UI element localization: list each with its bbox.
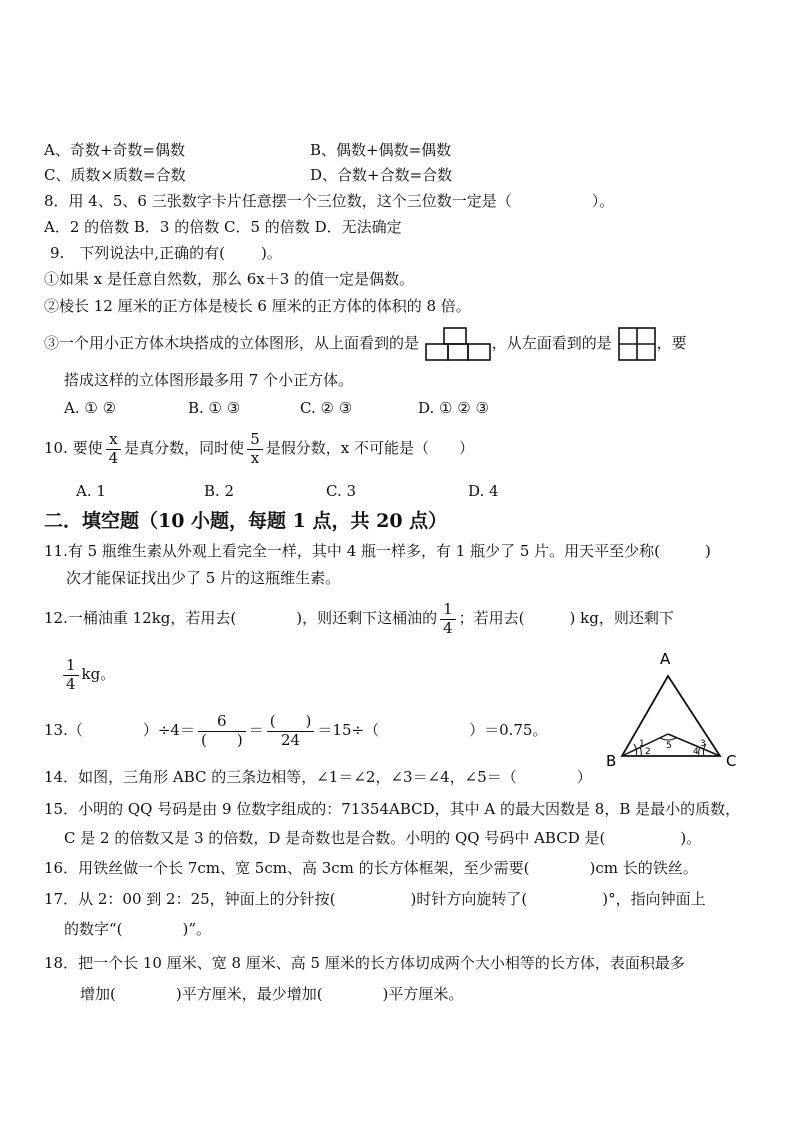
frac-denominator: 4 [108,448,119,467]
angle-label-4: 4 [693,747,699,757]
q10-option-b: B. 2 [204,482,235,500]
q13-prefix: 13.（ ）÷4＝ [44,721,195,739]
q16-line: 16．用铁丝做一个长 7cm、宽 5cm、高 3cm 的长方体框架，至少需要( )cm 长的铁丝。 [44,859,698,877]
q9-s3-text-c: ，要 [656,334,687,352]
q9-statement-3-cont: 搭成这样的立体图形最多用 7 个小正方体。 [64,371,354,389]
frac-numerator: 1 [63,658,79,676]
frac-denominator: 24 [281,730,301,749]
q8-stem-text: 8．用 4、5、6 三张数字卡片任意摆一个三位数，这个三位数一定是（ [44,192,512,210]
q10-suffix: 是假分数，x 不可能是（ ） [265,439,474,457]
fraction-one-quarter [63,655,79,693]
q9-option-d: D. ① ② ③ [418,399,489,417]
q9-statement-3 [44,326,687,362]
q15-line-2: C 是 2 的倍数又是 3 的倍数，D 是奇数也是合数。小明的 QQ 号码中 ABCD 是( )。 [64,829,702,847]
q15-line-1: 15．小明的 QQ 号码是由 9 位数字组成的：71354ABCD，其中 A 的最大因数是 8，B 是最小的质数， [44,800,741,818]
fraction-6-over-blank [198,711,246,749]
fraction-x-over-4 [106,429,122,467]
top-view-figure [424,326,492,362]
angle-label-1: 1 [639,739,645,749]
q9-statement-2: ②棱长 12 厘米的正方体是棱长 6 厘米的正方体的体积的 8 倍。 [44,297,471,315]
q9-option-c: C. ② ③ [300,399,353,417]
triangle-abc-figure [600,650,750,775]
q9-option-b: B. ① ③ [188,399,241,417]
fraction-blank-over-24 [267,711,315,749]
q9-stem [50,243,282,263]
vertex-label-b: B [606,752,617,770]
q7-option-d: D、合数+合数=合数 [310,166,453,184]
q10-stem [44,424,474,472]
frac-denominator: 4 [66,674,76,693]
q12-line-1 [44,594,674,642]
q18-line-2: 增加( )平方厘米，最少增加( )平方厘米。 [80,985,464,1003]
q10-option-c: C. 3 [326,482,357,500]
q8-stem-close: ）。 [591,192,615,210]
q10-mid: 是真分数，同时使 [124,439,245,457]
q12-part-1: 12.一桶油重 12kg，若用去( )，则还剩下这桶油的 [44,609,438,627]
frac-denominator: ( ) [200,730,243,749]
angle-label-2: 2 [645,747,651,757]
frac-numerator: x [106,432,122,450]
left-view-figure [617,326,657,362]
frac-numerator: ( ) [267,714,315,732]
fraction-one-quarter [440,599,456,637]
q9-stem-close: )。 [260,244,282,262]
fraction-5-over-x [247,429,263,467]
q18-line-1: 18．把一个长 10 厘米、宽 8 厘米、高 5 厘米的长方体切成两个大小相等的长方体，表面积最多 [44,954,685,972]
q12-part-2: ；若用去( ) kg，则还剩下 [458,609,674,627]
q13-line [44,706,547,754]
vertex-label-a: A [660,650,671,668]
frac-numerator: 1 [440,602,456,620]
q7-option-c: C、质数×质数=合数 [44,166,186,184]
frac-denominator: 4 [443,618,453,637]
angle-label-3: 3 [700,739,706,749]
q9-stem-text: 9. 下列说法中,正确的有( [50,244,225,262]
q17-line-1: 17．从 2：00 到 2：25，钟面上的分针按( )时针方向旋转了( )°，指向钟面上 [44,890,706,908]
q10-prefix: 10. 要使 [44,439,103,457]
q8-options: A．2 的倍数 B．3 的倍数 C．5 的倍数 D．无法确定 [44,218,402,236]
q7-option-b: B、偶数+偶数=偶数 [310,141,452,159]
q12-line-2 [60,650,115,698]
q9-statement-1: ①如果 x 是任意自然数，那么 6x＋3 的值一定是偶数。 [44,270,415,288]
q12-line-2-suffix: kg。 [81,665,116,683]
q13-suffix: ＝15÷（ ）＝0.75。 [317,721,548,739]
q9-s3-text-a: ③一个用小正方体木块搭成的立体图形，从上面看到的是 [44,334,420,352]
q13-equals: ＝ [248,721,264,739]
q11-line-2: 次才能保证找出少了 5 片的这瓶维生素。 [66,569,341,587]
q17-line-2: 的数字“( )”。 [64,920,212,938]
q9-s3-text-b: ，从左面看到的是 [491,334,612,352]
q11-line-1: 11.有 5 瓶维生素从外观上看完全一样，其中 4 瓶一样多，有 1 瓶少了 5 片。用天平至少称( ) [44,542,711,560]
frac-denominator: x [250,448,260,467]
frac-numerator: 5 [247,432,263,450]
q8-stem [44,191,614,211]
section-2-heading: 二．填空题（10 小题，每题 1 点，共 20 点） [44,510,448,532]
q9-option-a: A. ① ② [64,399,117,417]
frac-numerator: 6 [198,714,246,732]
angle-label-5: 5 [666,741,672,751]
q10-option-d: D. 4 [468,482,499,500]
vertex-label-c: C [726,752,737,770]
q14-line: 14．如图，三角形 ABC 的三条边相等，∠1＝∠2，∠3＝∠4，∠5＝（ ） [44,768,592,786]
q10-option-a: A. 1 [76,482,106,500]
q7-option-a: A、奇数+奇数=偶数 [44,141,185,159]
